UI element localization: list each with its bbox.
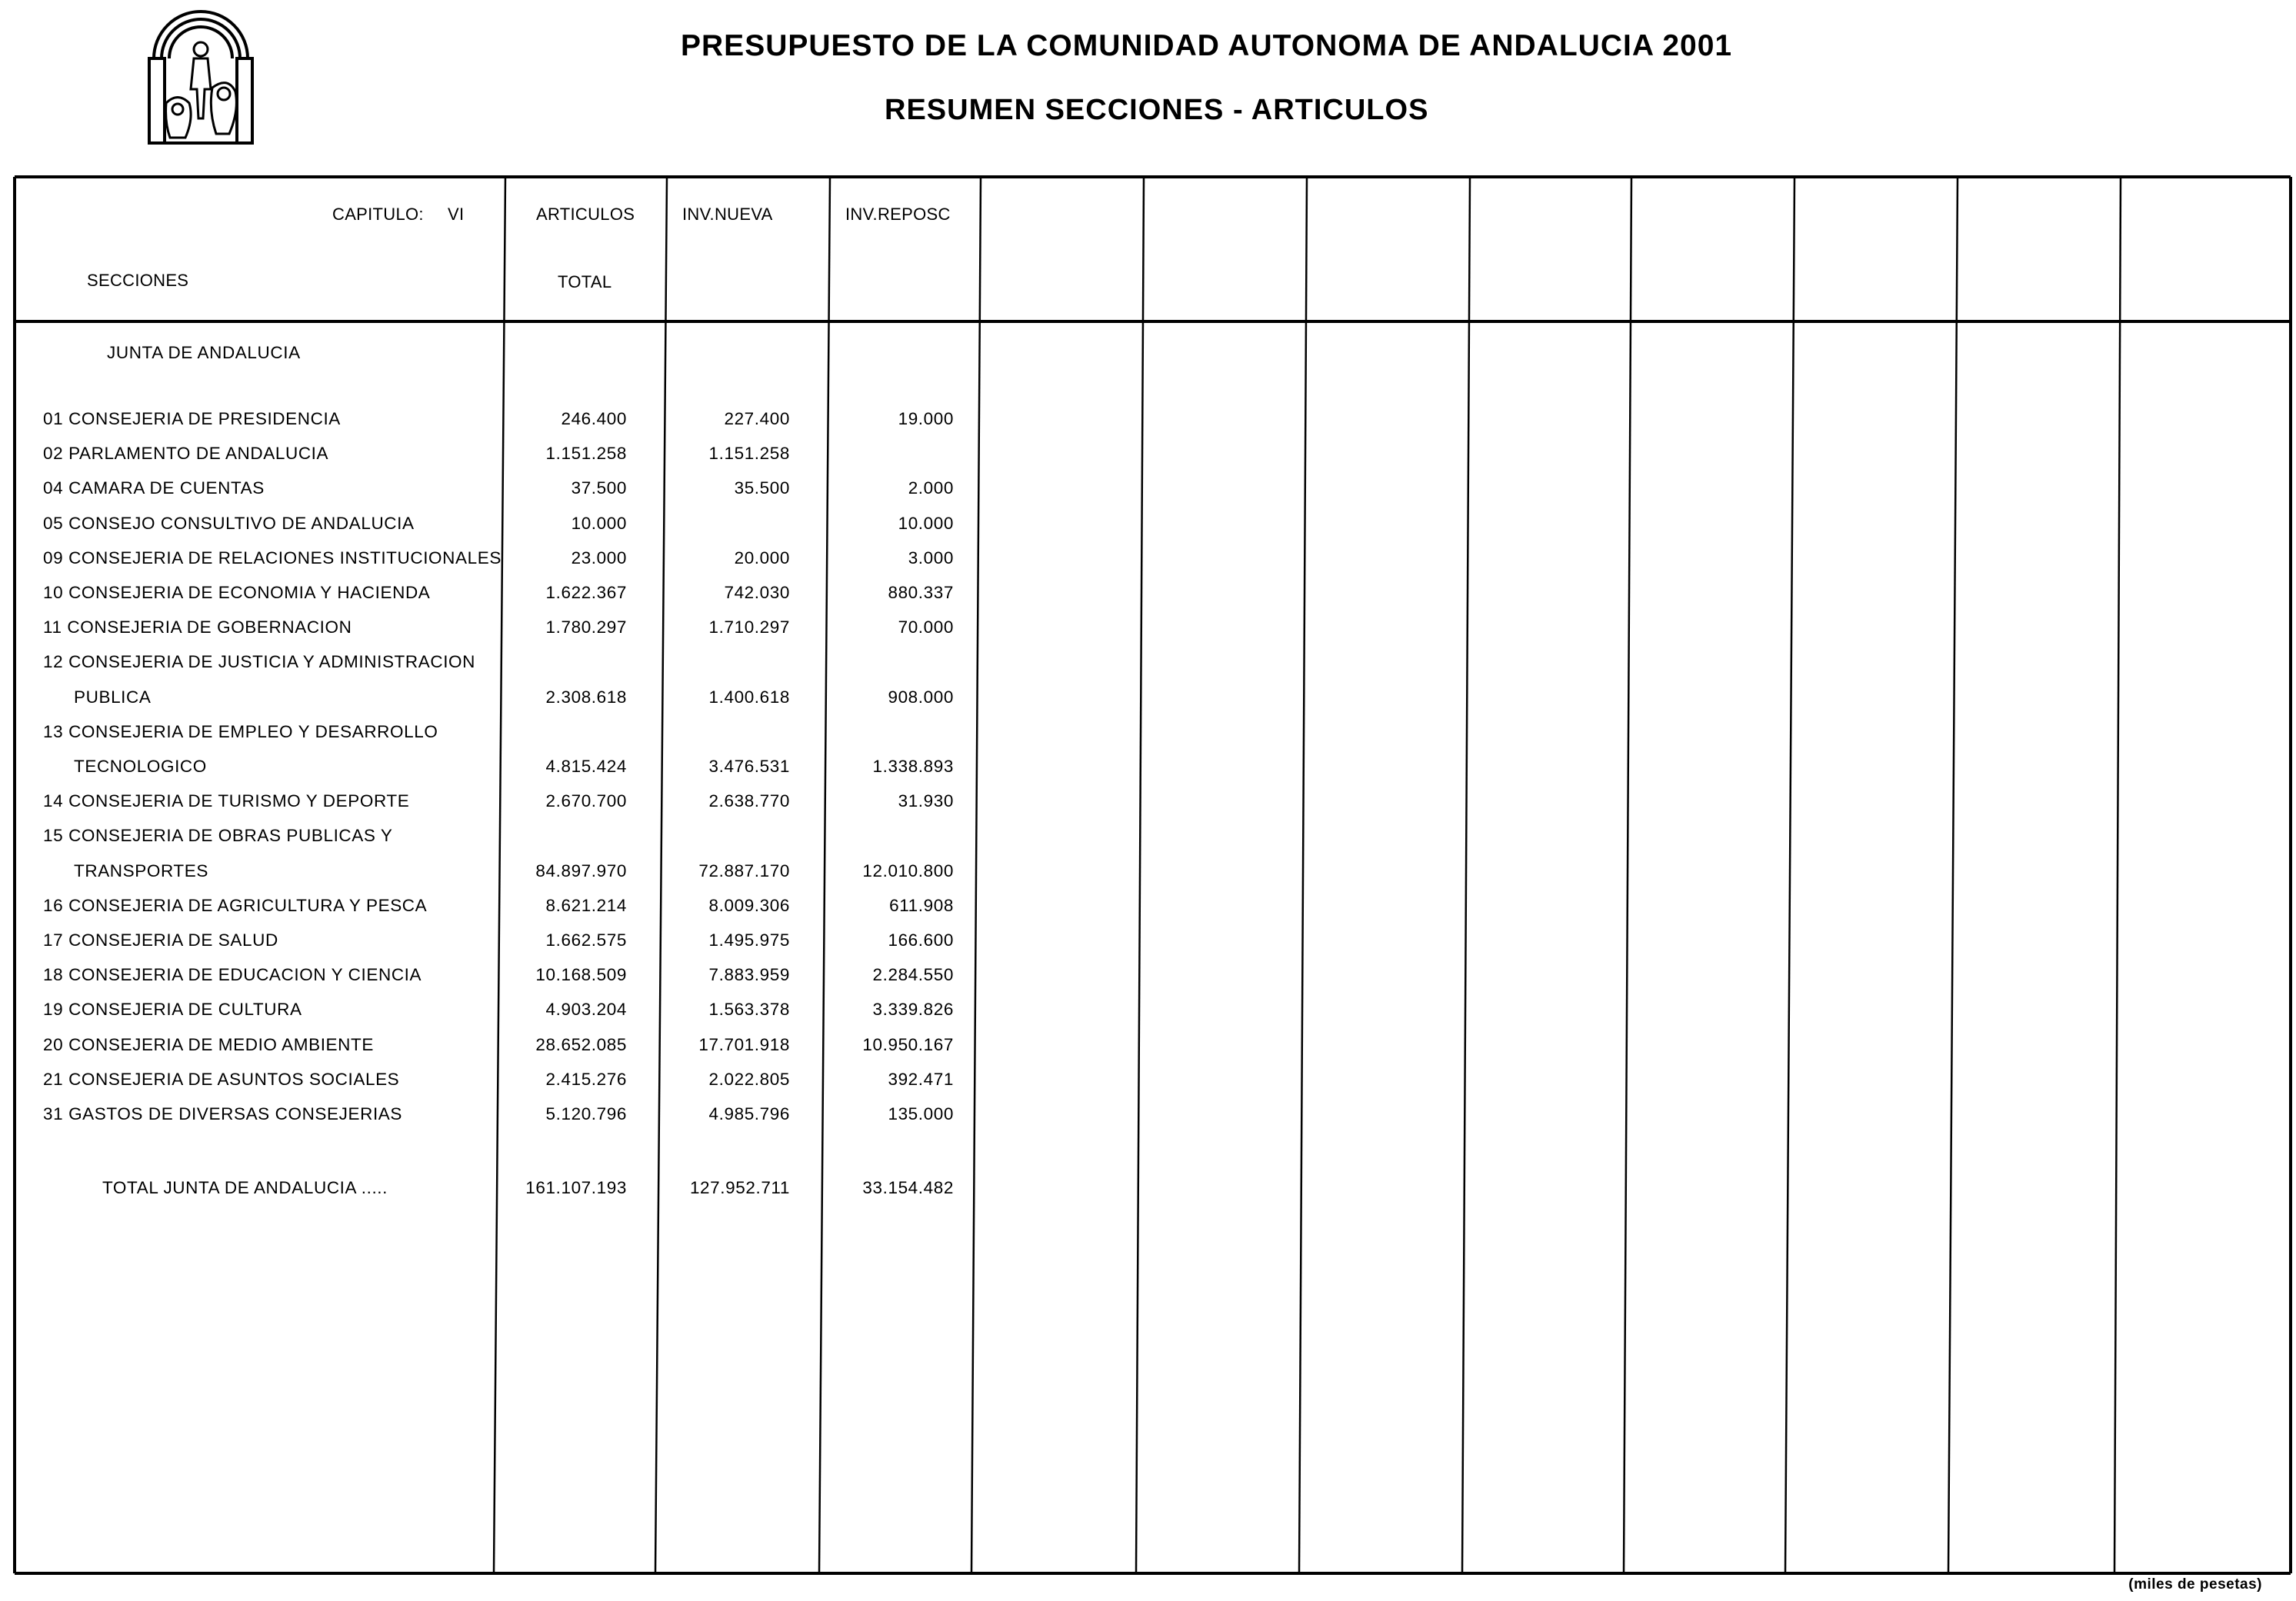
section-inv-nueva: 7.883.959 (708, 965, 790, 985)
page-subtitle: RESUMEN SECCIONES - ARTICULOS (885, 94, 1429, 126)
section-inv-reposc: 880.337 (888, 583, 954, 602)
column-divider (1624, 177, 1631, 1573)
section-total: 246.400 (561, 409, 627, 428)
section-inv-nueva: 3.476.531 (708, 757, 790, 776)
section-inv-reposc: 2.284.550 (872, 965, 954, 985)
section-name: 18 CONSEJERIA DE EDUCACION Y CIENCIA (43, 965, 422, 985)
section-inv-nueva: 8.009.306 (708, 895, 790, 915)
section-inv-nueva: 1.151.258 (708, 444, 790, 464)
section-name: 21 CONSEJERIA DE ASUNTOS SOCIALES (43, 1069, 400, 1089)
section-name: 10 CONSEJERIA DE ECONOMIA Y HACIENDA (43, 583, 431, 602)
secciones-header: SECCIONES (87, 271, 189, 290)
section-inv-reposc: 10.000 (898, 513, 954, 533)
section-inv-reposc: 1.338.893 (872, 757, 954, 776)
section-inv-reposc: 611.908 (889, 895, 954, 915)
column-divider (494, 177, 505, 1573)
section-inv-nueva: 1.710.297 (708, 617, 790, 637)
column-header-inv-nueva: INV.NUEVA (682, 205, 773, 224)
section-total: 4.903.204 (545, 1000, 627, 1020)
column-divider (819, 177, 830, 1573)
column-divider (2114, 177, 2121, 1573)
section-total: 37.500 (571, 478, 627, 498)
section-name: 12 CONSEJERIA DE JUSTICIA Y ADMINISTRACION (43, 652, 476, 672)
column-divider (1299, 177, 1307, 1573)
section-total: 2.670.700 (545, 791, 627, 811)
section-inv-reposc: 70.000 (898, 617, 954, 637)
column-header-total: TOTAL (558, 272, 612, 291)
section-name: 05 CONSEJO CONSULTIVO DE ANDALUCIA (43, 513, 415, 533)
section-name: 16 CONSEJERIA DE AGRICULTURA Y PESCA (43, 895, 428, 915)
section-total: 1.151.258 (545, 444, 627, 464)
section-total: 23.000 (571, 548, 627, 568)
section-inv-nueva: 1.400.618 (708, 687, 790, 707)
section-total: 5.120.796 (545, 1104, 627, 1123)
section-inv-reposc: 31.930 (898, 791, 954, 811)
section-inv-nueva: 35.500 (734, 478, 790, 498)
section-inv-reposc: 3.000 (908, 548, 954, 568)
section-inv-nueva: 742.030 (724, 583, 790, 602)
section-inv-reposc: 19.000 (898, 409, 954, 428)
section-total: 84.897.970 (535, 860, 627, 880)
section-total: 1.662.575 (545, 930, 627, 950)
budget-table (13, 175, 2292, 1575)
section-inv-nueva: 1.563.378 (708, 1000, 790, 1020)
column-divider (1785, 177, 1794, 1573)
section-total: 2.308.618 (545, 687, 627, 707)
section-inv-nueva: 1.495.975 (708, 930, 790, 950)
section-name: 15 CONSEJERIA DE OBRAS PUBLICAS Y (43, 826, 393, 846)
section-total: 28.652.085 (535, 1034, 627, 1054)
capitulo-label: CAPITULO: (332, 205, 424, 224)
section-inv-nueva: 20.000 (734, 548, 790, 568)
section-inv-nueva: 72.887.170 (698, 860, 790, 880)
column-divider (655, 177, 667, 1573)
section-name: 20 CONSEJERIA DE MEDIO AMBIENTE (43, 1034, 374, 1054)
section-name-continuation: PUBLICA (74, 687, 152, 707)
capitulo-value: VI (448, 205, 465, 224)
total-row-label: TOTAL JUNTA DE ANDALUCIA ..... (102, 1178, 388, 1197)
total-row-total: 161.107.193 (525, 1178, 627, 1197)
andalucia-coat-of-arms-logo (143, 3, 258, 151)
section-inv-reposc: 10.950.167 (862, 1034, 954, 1054)
group-label-junta: JUNTA DE ANDALUCIA (107, 343, 301, 362)
section-inv-nueva: 2.638.770 (708, 791, 790, 811)
section-name: 14 CONSEJERIA DE TURISMO Y DEPORTE (43, 791, 410, 811)
section-total: 8.621.214 (545, 895, 627, 915)
section-inv-reposc: 908.000 (888, 687, 954, 707)
column-divider (1948, 177, 1958, 1573)
section-name: 19 CONSEJERIA DE CULTURA (43, 1000, 302, 1020)
column-divider (971, 177, 981, 1573)
column-divider (1462, 177, 1470, 1573)
section-inv-reposc: 3.339.826 (872, 1000, 954, 1020)
section-total: 4.815.424 (545, 757, 627, 776)
column-header-articulos: ARTICULOS (536, 205, 635, 224)
section-name: 01 CONSEJERIA DE PRESIDENCIA (43, 409, 341, 428)
section-name: 31 GASTOS DE DIVERSAS CONSEJERIAS (43, 1104, 403, 1123)
section-name: 02 PARLAMENTO DE ANDALUCIA (43, 444, 329, 464)
section-total: 2.415.276 (545, 1069, 627, 1089)
column-header-inv-reposc: INV.REPOSC (845, 205, 951, 224)
section-total: 10.000 (571, 513, 627, 533)
total-row-inv-reposc: 33.154.482 (862, 1178, 954, 1197)
section-total: 1.622.367 (545, 583, 627, 602)
section-name: 09 CONSEJERIA DE RELACIONES INSTITUCIONALES (43, 548, 502, 568)
total-row-inv-nueva: 127.952.711 (689, 1178, 790, 1197)
page-title: PRESUPUESTO DE LA COMUNIDAD AUTONOMA DE ANDALUCIA 2001 (681, 29, 1733, 62)
section-total: 10.168.509 (535, 965, 627, 985)
section-inv-nueva: 17.701.918 (698, 1034, 790, 1054)
section-name: 11 CONSEJERIA DE GOBERNACION (43, 617, 352, 637)
column-divider (1136, 177, 1144, 1573)
section-inv-reposc: 135.000 (888, 1104, 954, 1123)
section-inv-reposc: 12.010.800 (862, 860, 954, 880)
section-name-continuation: TRANSPORTES (74, 860, 208, 880)
section-name: 04 CAMARA DE CUENTAS (43, 478, 265, 498)
table-grid (13, 175, 2292, 1575)
section-inv-reposc: 392.471 (888, 1069, 954, 1089)
section-inv-reposc: 166.600 (888, 930, 954, 950)
section-name: 13 CONSEJERIA DE EMPLEO Y DESARROLLO (43, 721, 438, 741)
section-inv-nueva: 4.985.796 (708, 1104, 790, 1123)
units-note: (miles de pesetas) (2128, 1576, 2262, 1593)
section-total: 1.780.297 (545, 617, 627, 637)
section-name: 17 CONSEJERIA DE SALUD (43, 930, 278, 950)
section-inv-reposc: 2.000 (908, 478, 954, 498)
section-inv-nueva: 2.022.805 (708, 1069, 790, 1089)
section-name-continuation: TECNOLOGICO (74, 757, 207, 776)
section-inv-nueva: 227.400 (724, 409, 790, 428)
